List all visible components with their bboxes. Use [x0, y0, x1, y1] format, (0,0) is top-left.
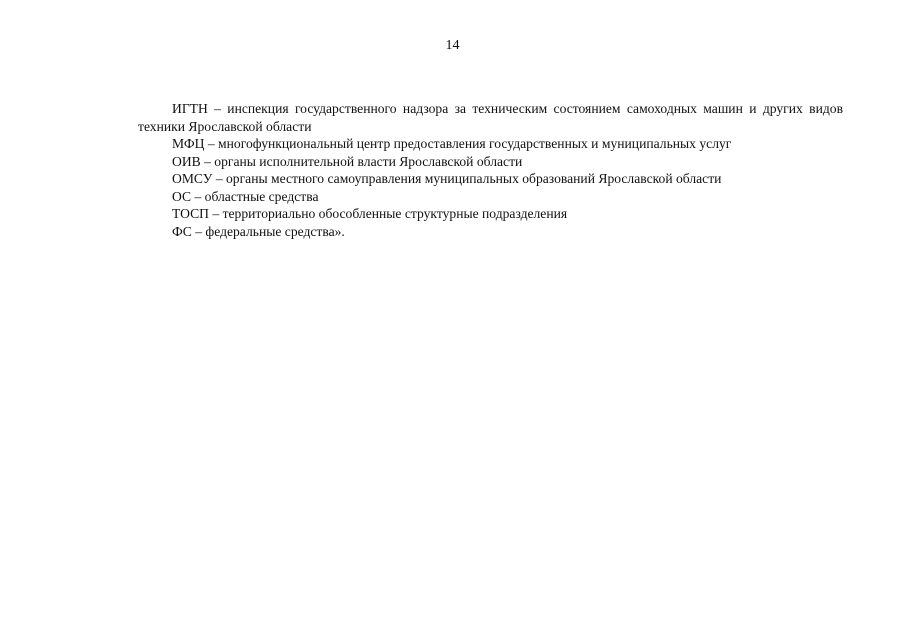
abbreviation-fs: ФС – федеральные средства».	[172, 223, 345, 239]
abbreviation-igtn: ИГТН – инспекция государственного надзора за техническим состоянием самоходных машин и других видов техники Ярославской области	[138, 101, 843, 134]
abbreviation-list	[138, 100, 843, 240]
abbreviation-oiv: ОИВ – органы исполнительной власти Ярославской области	[172, 153, 523, 169]
abbreviation-omsu: ОМСУ – органы местного самоуправления муниципальных образований Ярославской области	[172, 171, 722, 186]
abbreviation-mfc: МФЦ – многофункциональный центр предоставления государственных и муниципальных услуг	[172, 136, 732, 151]
abbreviation-os: ОС – областные средства	[172, 188, 319, 204]
page-number: 14	[445, 38, 460, 53]
abbreviation-tosp: ТОСП – территориально обособленные структурные подразделения	[172, 206, 568, 221]
